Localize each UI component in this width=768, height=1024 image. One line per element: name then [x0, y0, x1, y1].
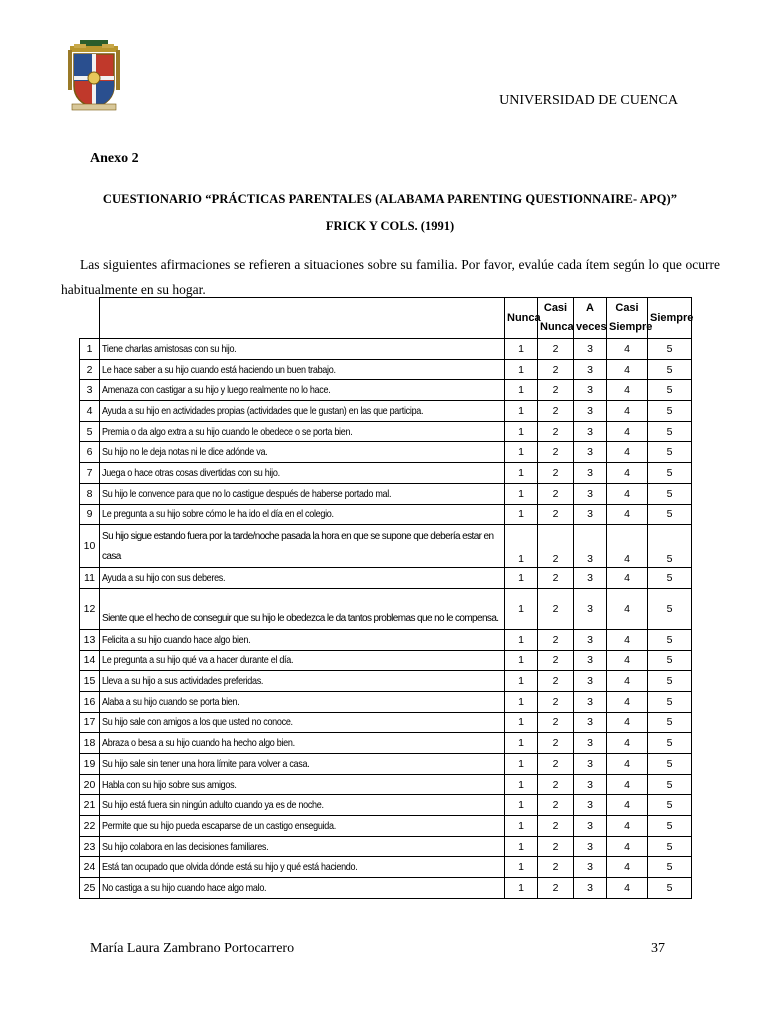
value-a-veces: 3 [574, 857, 607, 878]
item-number: 25 [80, 878, 100, 899]
value-nunca: 1 [505, 339, 538, 360]
table-body [80, 339, 692, 899]
value-nunca: 1 [505, 442, 538, 463]
table-row [80, 650, 692, 671]
value-casi-siempre: 4 [607, 401, 648, 422]
item-text: Le pregunta a su hijo sobre cómo le ha ido el día en el colegio. [100, 504, 505, 525]
table-row [80, 588, 692, 629]
table-row [80, 359, 692, 380]
value-casi-siempre: 4 [607, 733, 648, 754]
value-siempre: 5 [648, 691, 692, 712]
table-row [80, 712, 692, 733]
value-casi-siempre: 4 [607, 671, 648, 692]
header-siempre-label: Siempre [650, 311, 694, 324]
value-casi-nunca: 2 [538, 774, 574, 795]
value-a-veces: 3 [574, 442, 607, 463]
table-header-row [80, 298, 692, 339]
value-casi-nunca: 2 [538, 421, 574, 442]
table-row [80, 525, 692, 568]
value-casi-nunca: 2 [538, 359, 574, 380]
value-casi-siempre: 4 [607, 442, 648, 463]
value-siempre: 5 [648, 421, 692, 442]
value-casi-siempre: 4 [607, 525, 648, 568]
value-siempre: 5 [648, 733, 692, 754]
value-casi-siempre: 4 [607, 359, 648, 380]
header-casi-siempre-line1: Casi [615, 302, 639, 314]
item-number: 23 [80, 836, 100, 857]
header-a-veces-line2: veces [576, 321, 607, 333]
table-row [80, 629, 692, 650]
questionnaire-subtitle: FRICK Y COLS. (1991) [325, 219, 455, 233]
header-nunca-label: Nunca [507, 311, 541, 324]
value-siempre: 5 [648, 525, 692, 568]
value-nunca: 1 [505, 568, 538, 589]
item-number: 15 [80, 671, 100, 692]
value-a-veces: 3 [574, 795, 607, 816]
item-number: 4 [80, 401, 100, 422]
value-a-veces: 3 [574, 650, 607, 671]
value-nunca: 1 [505, 359, 538, 380]
value-nunca: 1 [505, 588, 538, 629]
table-row [80, 442, 692, 463]
value-casi-nunca: 2 [538, 671, 574, 692]
item-number: 19 [80, 754, 100, 775]
value-nunca: 1 [505, 380, 538, 401]
value-casi-nunca: 2 [538, 525, 574, 568]
table-row [80, 671, 692, 692]
value-siempre: 5 [648, 401, 692, 422]
item-text: Su hijo sigue estando fuera por la tarde/noche pasada la hora en que se supone que debería estar en casa [100, 525, 505, 568]
table-row [80, 836, 692, 857]
item-text: Le hace saber a su hijo cuando está haciendo un buen trabajo. [100, 359, 505, 380]
value-casi-siempre: 4 [607, 774, 648, 795]
value-casi-siempre: 4 [607, 857, 648, 878]
value-siempre: 5 [648, 836, 692, 857]
value-nunca: 1 [505, 421, 538, 442]
item-text: Su hijo no le deja notas ni le dice adónde va. [100, 442, 505, 463]
item-number: 12 [80, 588, 100, 629]
value-a-veces: 3 [574, 629, 607, 650]
table-row [80, 504, 692, 525]
value-a-veces: 3 [574, 836, 607, 857]
value-casi-nunca: 2 [538, 568, 574, 589]
item-text: Siente que el hecho de conseguir que su hijo le obedezca le da tantos problemas que no le compensa. [100, 588, 505, 629]
value-nunca: 1 [505, 733, 538, 754]
page-number: 37 [651, 941, 665, 956]
table-row [80, 380, 692, 401]
table-row [80, 691, 692, 712]
value-a-veces: 3 [574, 568, 607, 589]
value-casi-siempre: 4 [607, 795, 648, 816]
value-nunca: 1 [505, 504, 538, 525]
value-casi-siempre: 4 [607, 568, 648, 589]
value-a-veces: 3 [574, 339, 607, 360]
value-casi-nunca: 2 [538, 691, 574, 712]
value-a-veces: 3 [574, 754, 607, 775]
value-a-veces: 3 [574, 421, 607, 442]
header-casi-nunca-line2: Nunca [540, 321, 574, 333]
table-row [80, 421, 692, 442]
item-text: Alaba a su hijo cuando se porta bien. [100, 691, 505, 712]
header-casi-nunca-line1: Casi [543, 302, 568, 314]
item-number: 17 [80, 712, 100, 733]
table-row [80, 857, 692, 878]
item-text: Permite que su hijo pueda escaparse de un castigo enseguida. [100, 816, 505, 837]
value-a-veces: 3 [574, 878, 607, 899]
value-casi-siempre: 4 [607, 339, 648, 360]
value-a-veces: 3 [574, 733, 607, 754]
item-number: 22 [80, 816, 100, 837]
value-nunca: 1 [505, 878, 538, 899]
value-siempre: 5 [648, 339, 692, 360]
value-casi-siempre: 4 [607, 483, 648, 504]
value-a-veces: 3 [574, 401, 607, 422]
item-number: 14 [80, 650, 100, 671]
value-casi-nunca: 2 [538, 483, 574, 504]
table-row [80, 401, 692, 422]
value-casi-siempre: 4 [607, 504, 648, 525]
table-row [80, 754, 692, 775]
item-text: Habla con su hijo sobre sus amigos. [100, 774, 505, 795]
value-siempre: 5 [648, 774, 692, 795]
value-siempre: 5 [648, 650, 692, 671]
item-number: 1 [80, 339, 100, 360]
value-casi-nunca: 2 [538, 629, 574, 650]
header-nunca [505, 298, 541, 339]
value-a-veces: 3 [574, 380, 607, 401]
value-siempre: 5 [648, 588, 692, 629]
item-number: 8 [80, 483, 100, 504]
item-text: Ayuda a su hijo en actividades propias (actividades que le gustan) en las que participa. [100, 401, 505, 422]
value-casi-siempre: 4 [607, 421, 648, 442]
value-siempre: 5 [648, 442, 692, 463]
item-text: Su hijo sale con amigos a los que usted no conoce. [100, 712, 505, 733]
value-nunca: 1 [505, 525, 538, 568]
value-a-veces: 3 [574, 588, 607, 629]
value-siempre: 5 [648, 671, 692, 692]
value-nunca: 1 [505, 691, 538, 712]
header-a-veces [574, 298, 607, 339]
item-text: Juega o hace otras cosas divertidas con su hijo. [100, 463, 505, 484]
table-row [80, 774, 692, 795]
value-siempre: 5 [648, 712, 692, 733]
questionnaire-title: CUESTIONARIO “PRÁCTICAS PARENTALES (ALABAMA PARENTING QUESTIONNAIRE- APQ)” [102, 192, 678, 206]
value-casi-nunca: 2 [538, 754, 574, 775]
value-a-veces: 3 [574, 504, 607, 525]
value-casi-siempre: 4 [607, 754, 648, 775]
value-siempre: 5 [648, 504, 692, 525]
header-item-cell [100, 298, 505, 339]
value-siempre: 5 [648, 629, 692, 650]
value-siempre: 5 [648, 754, 692, 775]
header-num-cell [80, 298, 100, 339]
value-casi-nunca: 2 [538, 442, 574, 463]
university-name: UNIVERSIDAD DE CUENCA [499, 93, 678, 108]
table-row [80, 339, 692, 360]
annex-label: Anexo 2 [90, 151, 139, 166]
value-a-veces: 3 [574, 483, 607, 504]
value-casi-nunca: 2 [538, 878, 574, 899]
header-a-veces-line1: A [586, 302, 594, 314]
value-casi-siempre: 4 [607, 463, 648, 484]
item-text: Su hijo está fuera sin ningún adulto cuando ya es de noche. [100, 795, 505, 816]
item-text: Tiene charlas amistosas con su hijo. [100, 339, 505, 360]
footer-author: María Laura Zambrano Portocarrero [90, 941, 295, 956]
value-casi-nunca: 2 [538, 380, 574, 401]
value-nunca: 1 [505, 463, 538, 484]
value-casi-nunca: 2 [538, 836, 574, 857]
value-nunca: 1 [505, 774, 538, 795]
value-casi-siempre: 4 [607, 691, 648, 712]
item-text: Felicita a su hijo cuando hace algo bien. [100, 629, 505, 650]
table-row [80, 463, 692, 484]
header-casi-siempre [607, 298, 653, 339]
value-casi-nunca: 2 [538, 588, 574, 629]
value-nunca: 1 [505, 754, 538, 775]
item-text: Amenaza con castigar a su hijo y luego realmente no lo hace. [100, 380, 505, 401]
value-casi-siempre: 4 [607, 650, 648, 671]
item-number: 16 [80, 691, 100, 712]
table-row [80, 795, 692, 816]
item-number: 11 [80, 568, 100, 589]
value-nunca: 1 [505, 650, 538, 671]
value-nunca: 1 [505, 629, 538, 650]
questionnaire-table [79, 297, 692, 899]
value-a-veces: 3 [574, 463, 607, 484]
value-casi-nunca: 2 [538, 816, 574, 837]
university-crest-icon [66, 36, 122, 116]
item-number: 20 [80, 774, 100, 795]
value-siempre: 5 [648, 795, 692, 816]
value-nunca: 1 [505, 836, 538, 857]
value-siempre: 5 [648, 463, 692, 484]
value-nunca: 1 [505, 857, 538, 878]
value-casi-nunca: 2 [538, 339, 574, 360]
value-a-veces: 3 [574, 774, 607, 795]
value-a-veces: 3 [574, 691, 607, 712]
value-nunca: 1 [505, 816, 538, 837]
item-number: 18 [80, 733, 100, 754]
item-text: Su hijo le convence para que no lo castigue después de haberse portado mal. [100, 483, 505, 504]
value-casi-nunca: 2 [538, 401, 574, 422]
value-casi-siempre: 4 [607, 629, 648, 650]
item-number: 7 [80, 463, 100, 484]
value-a-veces: 3 [574, 816, 607, 837]
value-casi-nunca: 2 [538, 463, 574, 484]
header-casi-nunca [538, 298, 574, 339]
value-casi-nunca: 2 [538, 795, 574, 816]
value-nunca: 1 [505, 712, 538, 733]
value-casi-siempre: 4 [607, 588, 648, 629]
item-text: Premia o da algo extra a su hijo cuando le obedece o se porta bien. [100, 421, 505, 442]
header-siempre [648, 298, 692, 339]
value-casi-siempre: 4 [607, 878, 648, 899]
table-row [80, 483, 692, 504]
value-siempre: 5 [648, 816, 692, 837]
table-row [80, 878, 692, 899]
item-text: No castiga a su hijo cuando hace algo malo. [100, 878, 505, 899]
table-row [80, 733, 692, 754]
value-siempre: 5 [648, 878, 692, 899]
value-siempre: 5 [648, 857, 692, 878]
item-text: Le pregunta a su hijo qué va a hacer durante el día. [100, 650, 505, 671]
item-text: Su hijo sale sin tener una hora límite para volver a casa. [100, 754, 505, 775]
table-row [80, 816, 692, 837]
item-text: Está tan ocupado que olvida dónde está su hijo y qué está haciendo. [100, 857, 505, 878]
value-casi-nunca: 2 [538, 733, 574, 754]
item-number: 5 [80, 421, 100, 442]
item-text: Lleva a su hijo a sus actividades preferidas. [100, 671, 505, 692]
item-number: 6 [80, 442, 100, 463]
value-casi-nunca: 2 [538, 857, 574, 878]
value-casi-siempre: 4 [607, 836, 648, 857]
value-casi-nunca: 2 [538, 712, 574, 733]
item-number: 9 [80, 504, 100, 525]
university-logo [66, 36, 122, 116]
item-number: 10 [80, 525, 100, 568]
value-casi-siempre: 4 [607, 712, 648, 733]
value-casi-siempre: 4 [607, 380, 648, 401]
value-siempre: 5 [648, 380, 692, 401]
item-number: 3 [80, 380, 100, 401]
value-a-veces: 3 [574, 359, 607, 380]
value-casi-nunca: 2 [538, 650, 574, 671]
table-row [80, 568, 692, 589]
item-text: Abraza o besa a su hijo cuando ha hecho algo bien. [100, 733, 505, 754]
value-casi-siempre: 4 [607, 816, 648, 837]
item-number: 2 [80, 359, 100, 380]
value-a-veces: 3 [574, 671, 607, 692]
value-nunca: 1 [505, 483, 538, 504]
item-number: 21 [80, 795, 100, 816]
value-nunca: 1 [505, 795, 538, 816]
item-text: Ayuda a su hijo con sus deberes. [100, 568, 505, 589]
item-text: Su hijo colabora en las decisiones familiares. [100, 836, 505, 857]
value-nunca: 1 [505, 401, 538, 422]
value-siempre: 5 [648, 568, 692, 589]
intro-paragraph: Las siguientes afirmaciones se refieren a situaciones sobre su familia. Por favor, evalúe cada ítem según lo que ocurre habitualmente en su hogar. [61, 257, 720, 297]
item-number: 13 [80, 629, 100, 650]
header-casi-siempre-line2: Siempre [609, 321, 653, 333]
value-siempre: 5 [648, 483, 692, 504]
value-siempre: 5 [648, 359, 692, 380]
value-nunca: 1 [505, 671, 538, 692]
value-casi-nunca: 2 [538, 504, 574, 525]
value-a-veces: 3 [574, 525, 607, 568]
item-number: 24 [80, 857, 100, 878]
value-a-veces: 3 [574, 712, 607, 733]
